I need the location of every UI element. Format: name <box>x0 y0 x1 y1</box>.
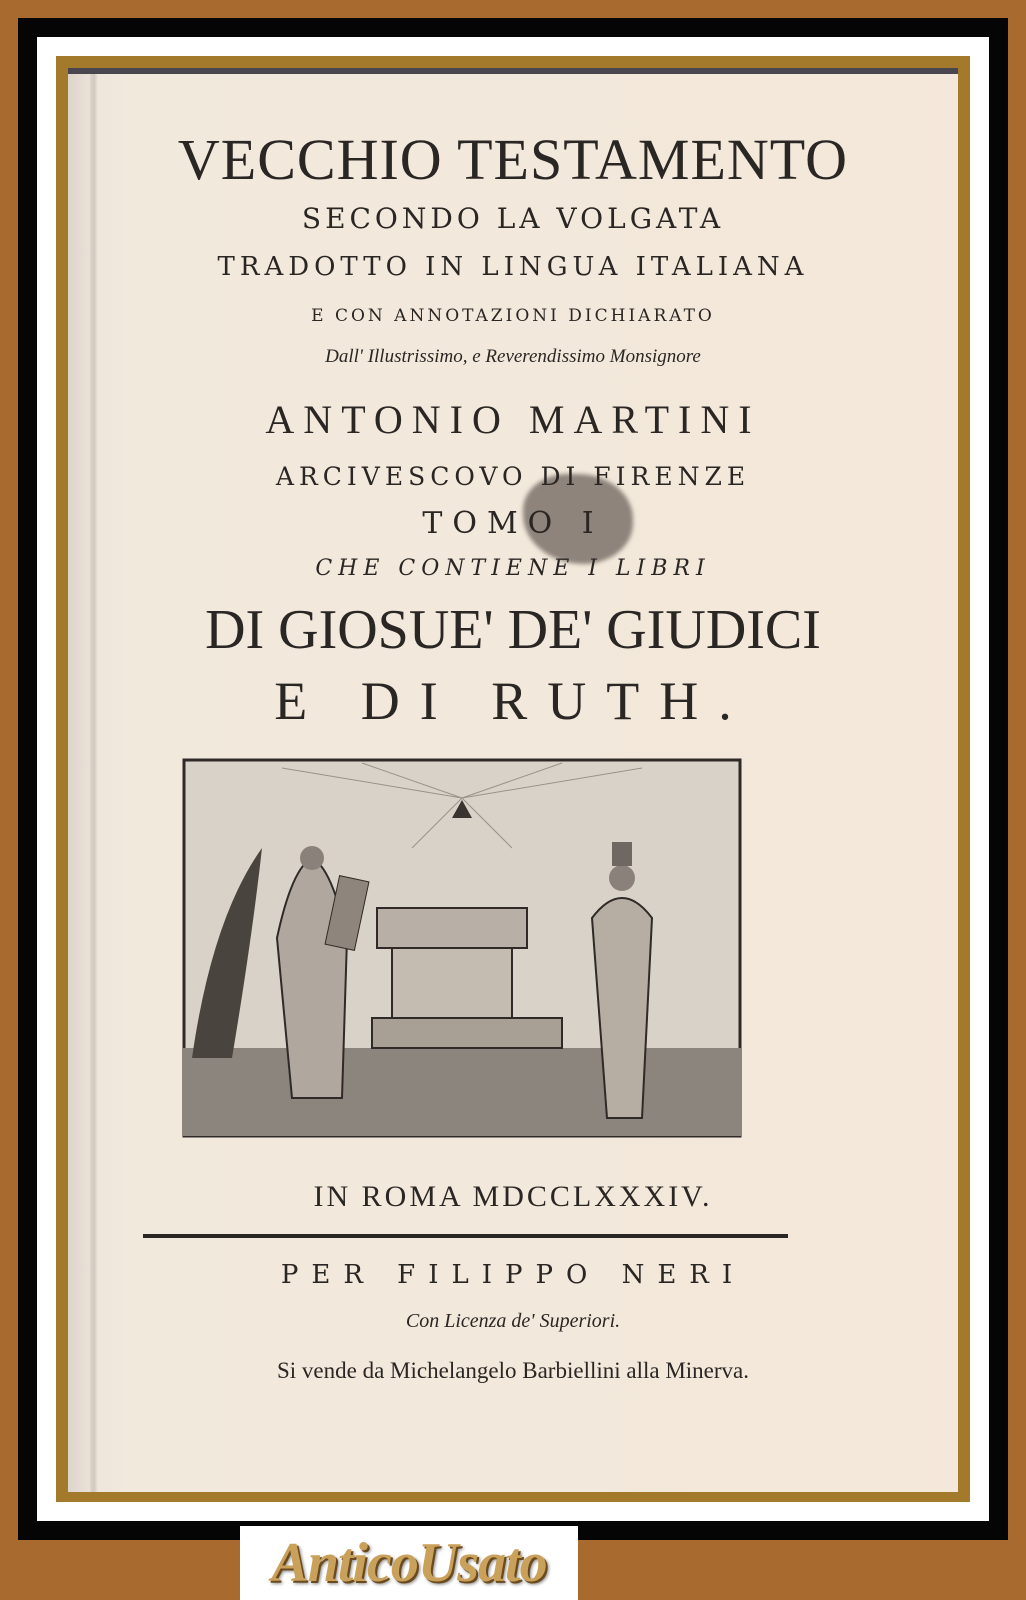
anticousato-logo <box>240 1526 578 1600</box>
contents-intro: CHE CONTIENE I LIBRI <box>315 556 711 581</box>
author-title: ARCIVESCOVO DI FIRENZE <box>275 462 751 491</box>
volume: TOMO I <box>422 506 604 541</box>
place-year: IN ROMA MDCCLXXXIV. <box>313 1180 713 1213</box>
divider-rule <box>143 1234 788 1238</box>
subtitle-2: TRADOTTO IN LINGUA ITALIANA <box>217 252 809 282</box>
license: Con Licenza de' Superiori. <box>405 1310 621 1332</box>
printer: PER FILIPPO NERI <box>280 1260 746 1290</box>
author: ANTONIO MARTINI <box>265 397 761 442</box>
seller: Si vende da Michelangelo Barbiellini alla Minerva. <box>277 1358 749 1383</box>
dedication: Dall' Illustrissimo, e Reverendissimo Monsignore <box>325 346 701 367</box>
engraving-illustration <box>182 758 742 1138</box>
books-line-1: DI GIOSUE' DE' GIUDICI <box>205 599 821 661</box>
title-page <box>68 68 958 1492</box>
subtitle-3: E CON ANNOTAZIONI DICHIARATO <box>311 306 715 326</box>
subtitle-1: SECONDO LA VOLGATA <box>301 202 725 235</box>
logo-text: AnticoUsato <box>271 1532 547 1594</box>
book-title: VECCHIO TESTAMENTO <box>177 127 849 192</box>
books-line-2: E DI RUTH. <box>274 671 752 731</box>
